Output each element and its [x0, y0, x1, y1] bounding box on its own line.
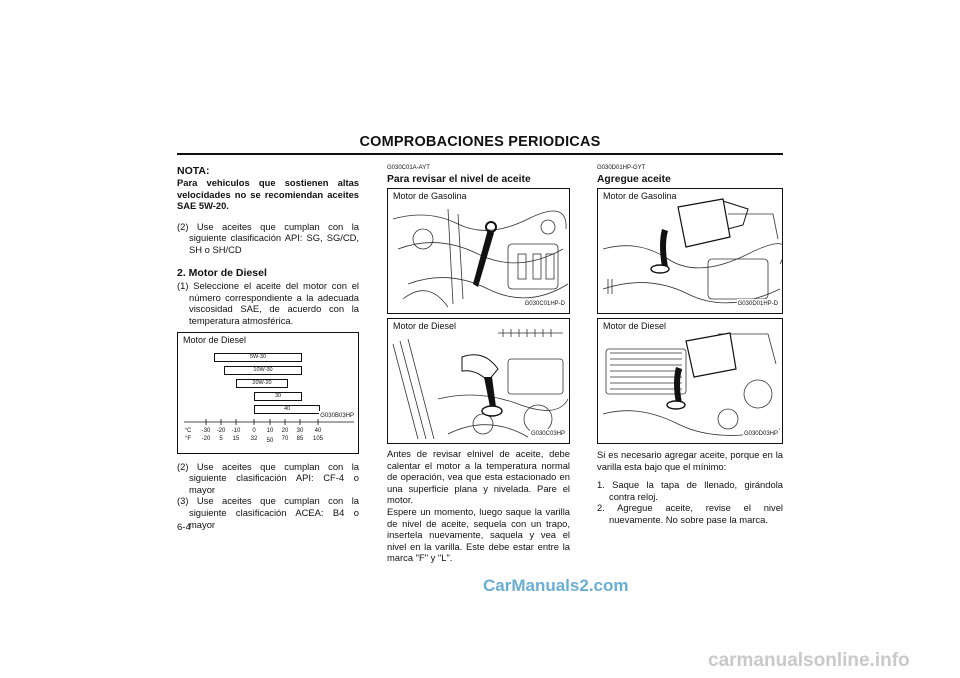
section-title: Para revisar el nivel de aceite [387, 174, 531, 185]
api-gasoline-note: (2) Use aceites que cumplan con la siguiente clasificación API: SG, SG/CD, SH o SH/CD [177, 220, 359, 255]
gasoline-engine-figure [387, 188, 570, 314]
fahrenheit-tick: 5 [219, 435, 223, 442]
check-oil-body-1: Antes de revisar elnivel de aceite, debe calentar el motor a la temperatura normal de operación, vea que esta estacionado en una superficie plana y nivelada. Pare el motor. [387, 448, 570, 506]
nota-body: Para vehiculos que sostienen altas velocidades no se recomiendan aceites SAE 5W-20. [177, 177, 359, 212]
celsius-unit: °C [184, 427, 192, 434]
temperature-axis [178, 333, 358, 453]
figure-code: G030C01HP-D [524, 299, 566, 311]
api-diesel-note: (2) Use aceites que cumplan con la siguiente clasificación API: CF-4 o mayor [177, 460, 359, 495]
figure-label: Motor de Gasolina [603, 191, 677, 201]
viscosity-bar-30: 30 [254, 392, 302, 401]
celsius-tick: 0 [252, 427, 256, 434]
celsius-tick: -20 [216, 427, 226, 434]
fahrenheit-tick: 15 [232, 435, 240, 442]
celsius-tick: 20 [281, 427, 289, 434]
diesel-engine-add-oil-figure [597, 318, 783, 444]
nota-title: NOTA: [177, 165, 210, 177]
gasoline-engine-add-oil-figure [597, 188, 783, 314]
figure-code: G030D01HP-D [737, 299, 779, 311]
celsius-tick: -30 [201, 427, 211, 434]
page-header-title: COMPROBACIONES PERIODICAS [359, 134, 601, 150]
viscosity-instruction: (1) Seleccione el aceite del motor con el número correspondiente a la adecuada viscosidad SAE, de acuerdo con la temperatura atmosférica. [177, 280, 359, 326]
watermark-carmanualsonline: carmanualsonline.info [708, 650, 910, 671]
figure-label: Motor de Gasolina [393, 191, 467, 201]
diesel-engine-figure [387, 318, 570, 444]
fahrenheit-tick: 105 [312, 435, 323, 442]
add-oil-step-2: 2. Agregue aceite, revise el nivel nuevamente. No sobre pase la marca. [597, 502, 783, 525]
column-1 [177, 165, 359, 530]
viscosity-bar-5w30: 5W-30 [214, 353, 302, 362]
section-code: G030C01A-AYT [387, 165, 430, 171]
fahrenheit-tick: 50 [266, 437, 274, 444]
viscosity-bar-20w20: 20W-20 [236, 379, 288, 388]
fahrenheit-tick: 70 [281, 435, 289, 442]
celsius-tick: 30 [296, 427, 304, 434]
figure-code: G030C03HP [530, 429, 566, 441]
diesel-add-oil-illustration [598, 319, 782, 443]
fahrenheit-tick: -20 [201, 435, 211, 442]
fahrenheit-tick: 32 [250, 435, 258, 442]
fahrenheit-tick: 85 [296, 435, 304, 442]
header-rule [177, 153, 783, 155]
column-3 [597, 165, 783, 526]
diesel-section-title: 2. Motor de Diesel [177, 266, 267, 279]
column-2 [387, 165, 570, 564]
viscosity-chart-figure [177, 332, 359, 454]
viscosity-bar-40: 40 [254, 405, 320, 414]
figure-code: G030D03HP [743, 429, 779, 441]
diesel-engine-illustration [388, 319, 569, 443]
celsius-tick: -10 [231, 427, 241, 434]
celsius-tick: 40 [314, 427, 322, 434]
figure-code: G030B03HP [319, 411, 355, 423]
celsius-tick: 10 [266, 427, 274, 434]
page-number: 6-4 [177, 522, 191, 533]
check-oil-body-2: Espere un momento, luego saque la varilla de nivel de aceite, sequela con un trapo, insertela nuevamente, saquela y vea el nivel en la varilla. Este debe estar entre la marca "F" y "L". [387, 505, 570, 564]
section-title: Agregue aceite [597, 174, 671, 185]
fahrenheit-unit: °F [184, 435, 192, 442]
acea-diesel-note: (3) Use aceites que cumplan con la siguiente clasificación ACEA: B4 o mayor [177, 495, 359, 530]
section-code: G030D01HP-GYT [597, 165, 646, 171]
figure-label: Motor de Diesel [393, 321, 457, 331]
add-oil-body: Si es necesario agregar aceite, porque en la varilla esta bajo que el mínimo: [597, 449, 783, 472]
gasoline-add-oil-illustration [598, 189, 782, 313]
viscosity-bar-10w30: 10W-30 [224, 366, 302, 375]
gasoline-engine-illustration [388, 189, 569, 313]
figure-label: Motor de Diesel [183, 334, 247, 345]
add-oil-step-1: 1. Saque la tapa de llenado, girándola contra reloj. [597, 479, 783, 502]
watermark-carmanuals2: CarManuals2.com [483, 576, 629, 595]
figure-label: Motor de Diesel [603, 321, 667, 331]
